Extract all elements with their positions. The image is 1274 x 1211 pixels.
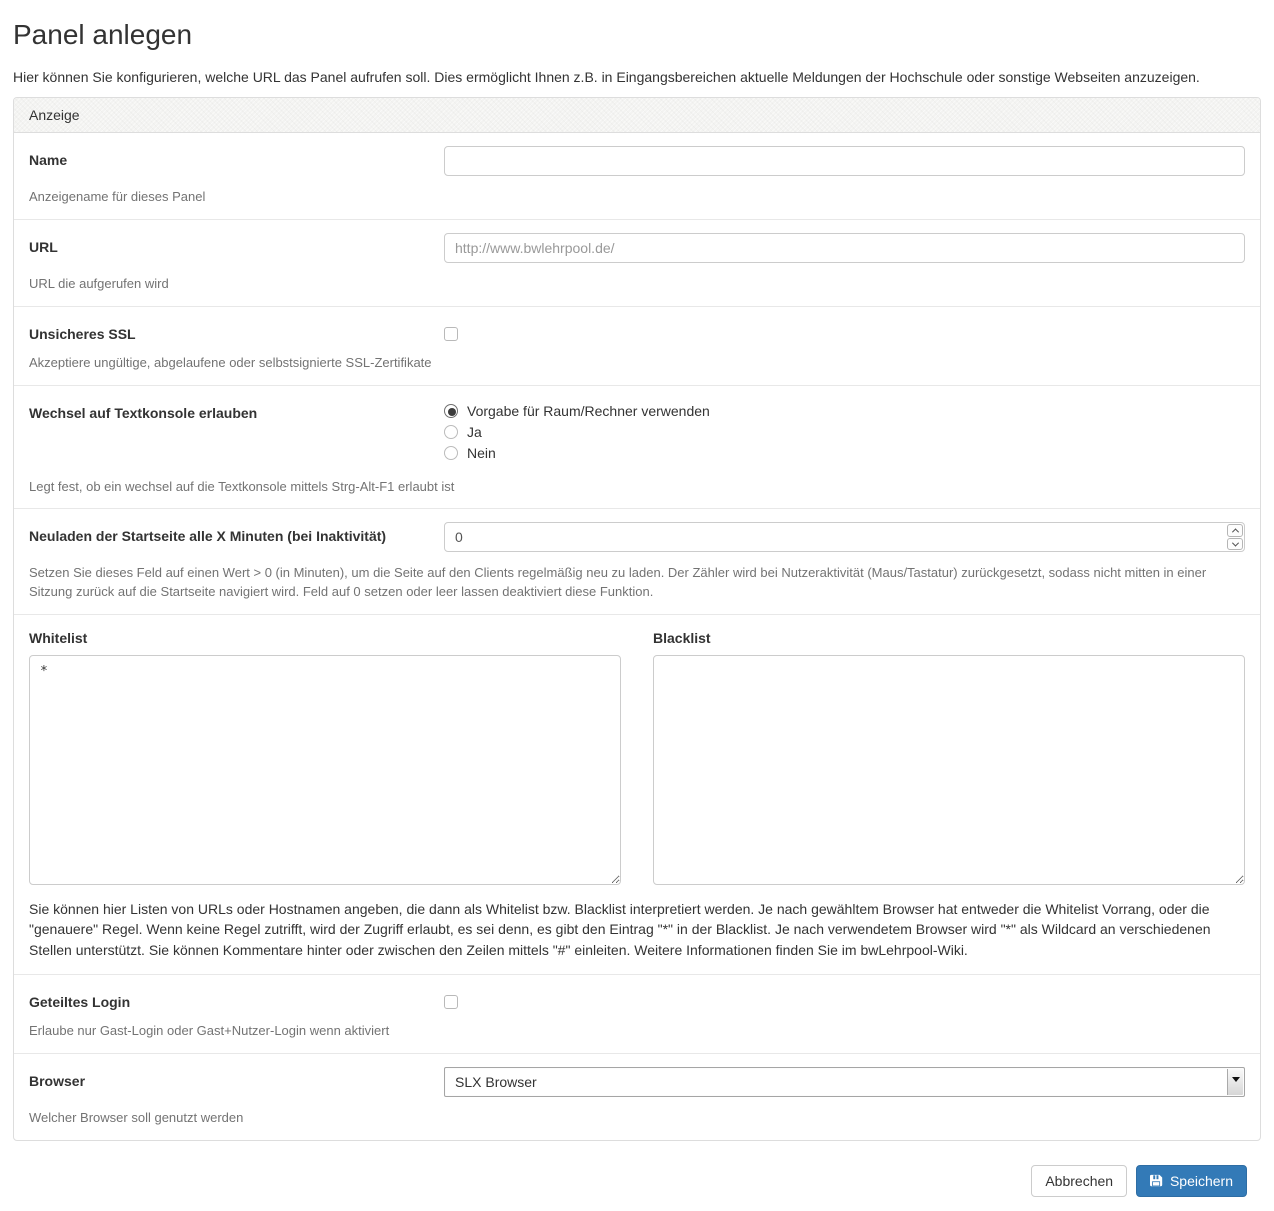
insecure-ssl-row	[14, 307, 1260, 386]
page-title: Panel anlegen	[13, 19, 193, 50]
reload-minutes-help: Setzen Sie dieses Feld auf einen Wert > 0 (in Minuten), um die Seite auf den Clients regelmäßig neu zu laden. Der Zähler wird bei Nutzeraktivität (Maus/Tastatur) zurückgesetzt, sodass nicht mitten in einer Sitzung zurück auf die Startseite navigiert wird. Feld auf 0 setzen oder leer lassen deaktiviert diese Funktion.	[29, 565, 1207, 600]
radio-option-yes-label: Ja	[467, 423, 482, 440]
whitelist-textarea[interactable]	[29, 655, 621, 885]
text-console-help: Legt fest, ob ein wechsel auf die Textkonsole mittels Strg-Alt-F1 erlaubt ist	[29, 478, 455, 494]
chevron-down-icon	[1231, 539, 1238, 546]
blacklist-label: Blacklist	[653, 630, 711, 647]
lists-row	[14, 615, 1260, 975]
spinner-down-button[interactable]	[1227, 538, 1243, 551]
dropdown-arrow-icon	[1232, 1077, 1240, 1082]
footer-actions	[13, 1165, 1247, 1197]
chevron-up-icon	[1231, 529, 1238, 536]
blacklist-column	[653, 628, 1245, 888]
insecure-ssl-checkbox[interactable]	[444, 327, 458, 341]
name-input[interactable]	[444, 146, 1245, 176]
url-row	[14, 220, 1260, 307]
radio-option-yes[interactable]	[444, 424, 1245, 440]
shared-login-row	[14, 975, 1260, 1054]
insecure-ssl-label: Unsicheres SSL	[29, 325, 136, 342]
text-console-radio-group	[444, 399, 1245, 461]
browser-label: Browser	[29, 1072, 86, 1089]
select-arrow-strip	[1227, 1069, 1243, 1095]
radio-option-no[interactable]	[444, 445, 1245, 461]
whitelist-column	[29, 628, 621, 888]
shared-login-checkbox[interactable]	[444, 995, 458, 1009]
panel-header: Anzeige	[14, 98, 1260, 133]
shared-login-label: Geteiltes Login	[29, 993, 131, 1010]
name-help: Anzeigename für dieses Panel	[29, 189, 206, 204]
radio-icon	[444, 404, 458, 418]
save-button[interactable]	[1136, 1165, 1247, 1197]
reload-minutes-row	[14, 509, 1260, 615]
radio-option-no-label: Nein	[467, 444, 496, 461]
name-label: Name	[29, 152, 68, 168]
spinner-up-button[interactable]	[1227, 524, 1243, 537]
shared-login-help: Erlaube nur Gast-Login oder Gast+Nutzer-Login wenn aktiviert	[29, 1022, 390, 1038]
reload-minutes-input[interactable]	[444, 522, 1245, 552]
radio-option-default[interactable]	[444, 403, 1245, 419]
text-console-label: Wechsel auf Textkonsole erlauben	[29, 404, 258, 421]
page-subtitle: Hier können Sie konfigurieren, welche URL das Panel aufrufen soll. Dies ermöglicht Ihnen z.B. in Eingangsbereichen aktuelle Meldungen der Hochschule oder sonstige Webseiten anzuzeigen.	[13, 69, 1200, 85]
url-help: URL die aufgerufen wird	[29, 275, 169, 291]
blacklist-textarea[interactable]	[653, 655, 1245, 885]
url-input[interactable]	[444, 233, 1245, 263]
floppy-disk-icon	[1150, 1174, 1163, 1187]
browser-select-value: SLX Browser	[455, 1073, 537, 1090]
radio-icon	[444, 425, 458, 439]
display-settings-panel	[13, 97, 1261, 1141]
name-row	[14, 133, 1260, 220]
radio-option-default-label: Vorgabe für Raum/Rechner verwenden	[467, 402, 710, 419]
browser-help: Welcher Browser soll genutzt werden	[29, 1109, 244, 1125]
save-button-label: Speichern	[1169, 1172, 1233, 1189]
lists-note: Sie können hier Listen von URLs oder Hostnamen angeben, die dann als Whitelist bzw. Blacklist interpretiert werden. Je nach gewähltem Browser hat entweder die Whitelist Vorrang, oder die "genauere" Regel. Wenn keine Regel zutrifft, wird der Zugriff erlaubt, es sei denn, es gibt den Eintrag "*" in der Blacklist. Je nach verwendetem Browser wird "*" als Wildcard an verschiedenen Stellen unterstützt. Sie können Kommentare hinter oder zwischen den Zeilen mittels "#" einleiten. Weitere Informationen finden Sie im bwLehrpool-Wiki.	[29, 901, 1211, 958]
text-console-row	[14, 386, 1260, 510]
cancel-button[interactable]: Abbrechen	[1031, 1165, 1127, 1197]
browser-select[interactable]	[444, 1067, 1245, 1097]
reload-minutes-label: Neuladen der Startseite alle X Minuten (bei Inaktivität)	[29, 528, 387, 545]
insecure-ssl-help: Akzeptiere ungültige, abgelaufene oder selbstsignierte SSL-Zertifikate	[29, 354, 432, 370]
url-label: URL	[29, 238, 58, 255]
browser-row	[14, 1054, 1260, 1140]
radio-icon	[444, 446, 458, 460]
whitelist-label: Whitelist	[29, 630, 88, 647]
panel-body	[14, 133, 1260, 1140]
number-spinner	[1227, 524, 1243, 550]
